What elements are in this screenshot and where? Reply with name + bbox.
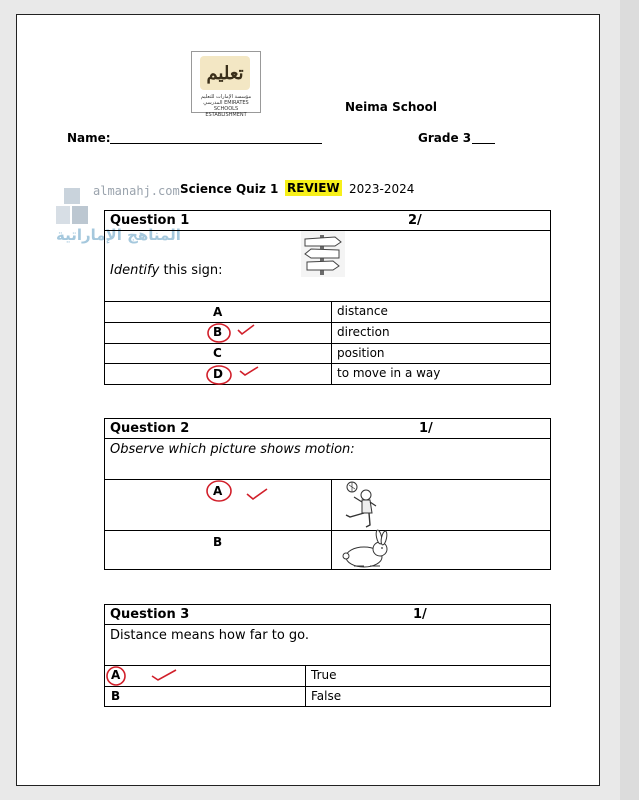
- prompt-italic: Identify: [110, 263, 160, 278]
- divider: [104, 624, 551, 625]
- question-1-title: Question 1: [110, 213, 190, 228]
- divider: [104, 479, 551, 480]
- review-highlight: REVIEW: [287, 181, 340, 195]
- divider: [305, 665, 306, 707]
- watermark-url: almanahj.com: [93, 184, 180, 198]
- q3-option-letter[interactable]: B: [111, 689, 121, 703]
- school-name: Neima School: [345, 100, 437, 114]
- question-2-score: 1/: [419, 421, 433, 436]
- name-blank[interactable]: [110, 143, 322, 144]
- q1-option-text: to move in a way: [337, 366, 441, 380]
- divider: [331, 301, 332, 385]
- divider: [104, 363, 551, 364]
- quiz-title: Science Quiz 1: [180, 182, 279, 196]
- q3-option-letter[interactable]: A: [111, 668, 121, 682]
- q2-option-letter[interactable]: A: [213, 484, 223, 498]
- checkmark-icon: [150, 667, 178, 683]
- divider: [104, 322, 551, 323]
- q2-option-letter[interactable]: B: [213, 535, 223, 549]
- q1-option-text: position: [337, 346, 385, 360]
- answer-circle-mark: [104, 665, 128, 687]
- answer-circle-mark: [205, 480, 235, 504]
- question-2-prompt: Observe which picture shows motion:: [110, 442, 355, 457]
- q1-option-text: direction: [337, 325, 390, 339]
- question-1-prompt: [110, 263, 223, 278]
- scrollbar-strip: [620, 0, 639, 800]
- grade-label: Grade 3: [418, 131, 472, 145]
- divider: [104, 665, 551, 666]
- question-1-score: 2/: [408, 213, 422, 228]
- question-3-prompt: Distance means how far to go.: [110, 628, 310, 643]
- divider: [104, 343, 551, 344]
- q1-option-letter[interactable]: A: [213, 305, 223, 319]
- logo-subtitle: مؤسسة الإمارات للتعليم المدرسي EMIRATES SCHOOLS ESTABLISHMENT: [200, 94, 252, 118]
- watermark-icon: [56, 186, 90, 226]
- q3-option-text: False: [311, 689, 342, 703]
- checkmark-icon: [245, 486, 269, 502]
- name-label: Name:: [67, 131, 111, 145]
- divider: [104, 686, 551, 687]
- question-2-title: Question 2: [110, 421, 190, 436]
- q3-option-text: True: [311, 668, 337, 682]
- watermark-arabic: المناهج الإماراتية: [56, 226, 181, 244]
- answer-circle-mark: [206, 322, 236, 344]
- answer-circle-mark: [205, 364, 237, 386]
- grade-blank[interactable]: [472, 143, 495, 144]
- checkmark-icon: [238, 364, 260, 378]
- prompt-rest: this sign:: [159, 263, 223, 278]
- school-year: 2023-2024: [349, 182, 415, 196]
- question-3-score: 1/: [413, 607, 427, 622]
- q1-option-letter[interactable]: B: [213, 325, 223, 339]
- question-3-title: Question 3: [110, 607, 190, 622]
- divider: [331, 479, 332, 570]
- divider: [104, 530, 551, 531]
- school-logo: [191, 51, 261, 118]
- logo-mark: تعليم: [200, 56, 250, 90]
- q1-option-letter[interactable]: D: [213, 367, 223, 381]
- signpost-image: [301, 231, 345, 277]
- child-kicking-ball-image: [336, 481, 382, 529]
- divider: [104, 438, 551, 439]
- divider: [104, 301, 551, 302]
- question-2-box: [104, 418, 551, 570]
- q1-option-text: distance: [337, 304, 388, 318]
- checkmark-icon: [236, 323, 256, 337]
- q1-option-letter[interactable]: C: [213, 346, 222, 360]
- rabbit-image: [336, 532, 394, 569]
